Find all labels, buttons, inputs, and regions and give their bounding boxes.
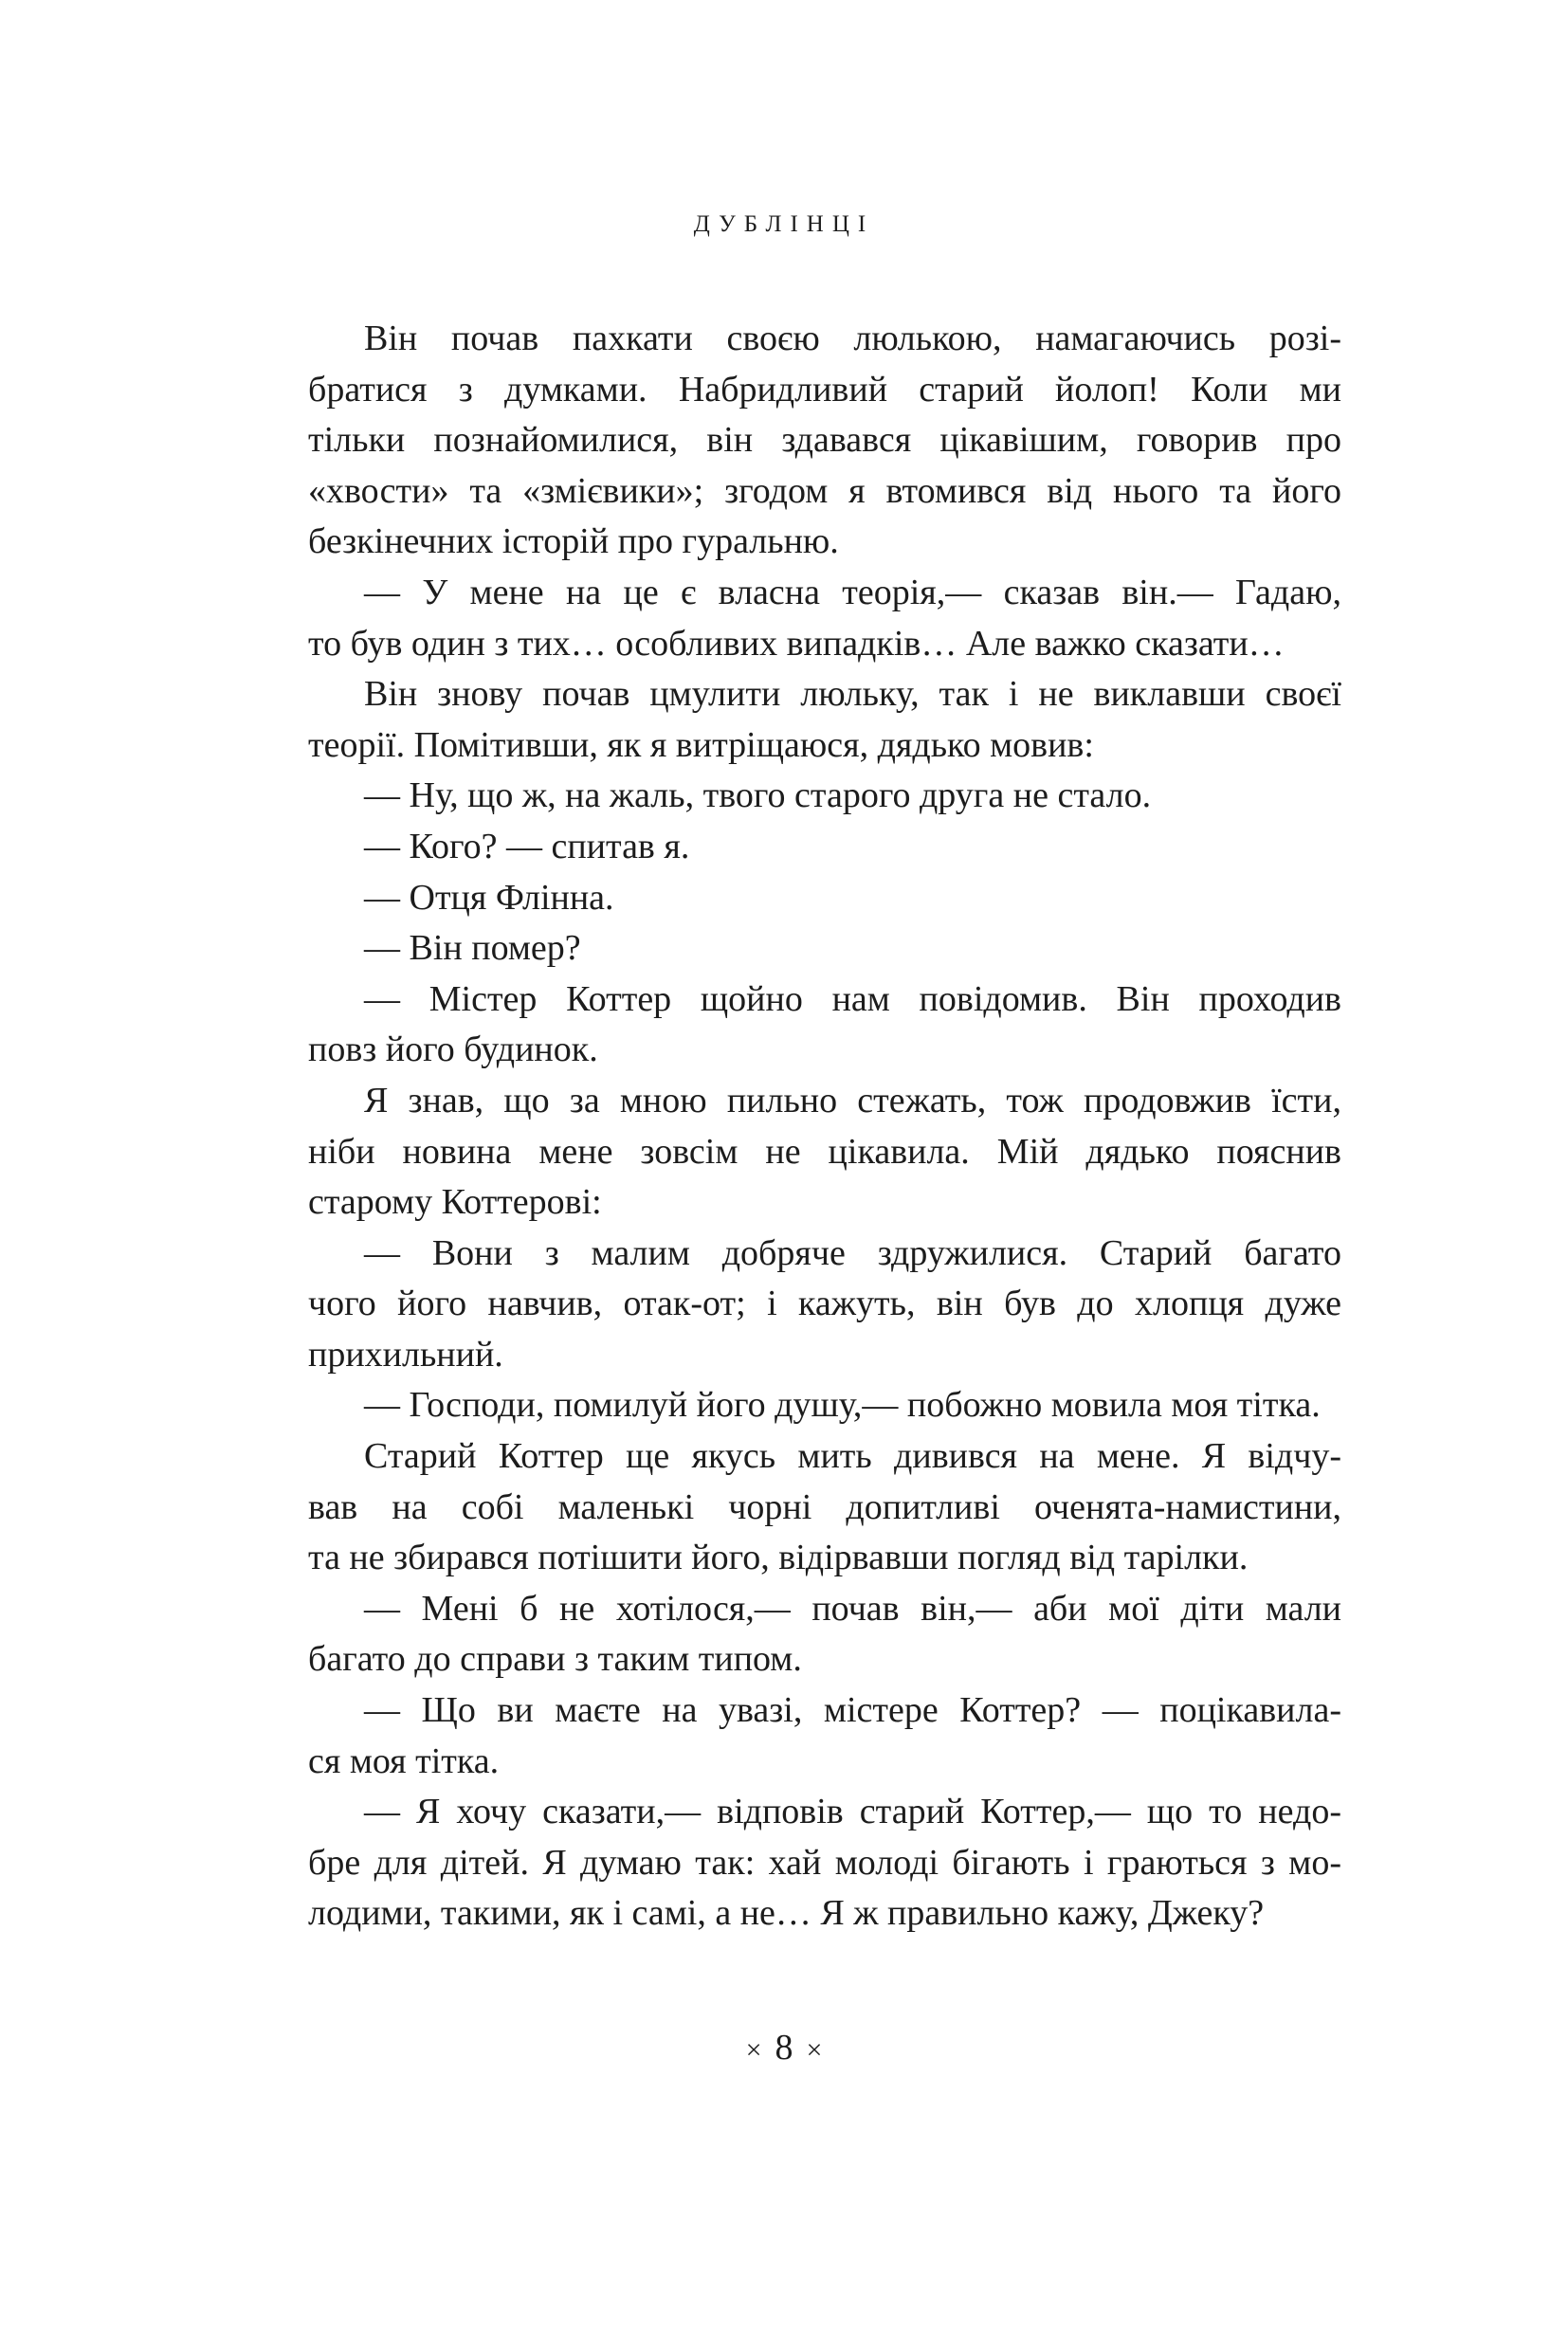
- text-line: безкінечних історій про гуральню.: [308, 521, 839, 562]
- text-line: Старий Коттер ще якусь мить дивився на мене. Я відчу-: [364, 1436, 1341, 1477]
- text-line: багато до справи з таким типом.: [308, 1639, 802, 1680]
- text-line: тільки познайомилися, він здавався цікавішим, говорив про: [308, 420, 1341, 461]
- text-line: бре для дітей. Я думаю так: хай молоді бігають і граються з мо-: [308, 1842, 1341, 1883]
- text-line: та не збирався потішити його, відірвавши погляд від тарілки.: [308, 1538, 1249, 1578]
- text-line: Він знову почав цмулити люльку, так і не виклавши своєї: [364, 674, 1341, 715]
- text-line: — Ну, що ж, на жаль, твого старого друга не стало.: [364, 775, 1152, 816]
- text-line: ся моя тітка.: [308, 1740, 500, 1781]
- text-line: теорії. Помітивши, як я витріщаюся, дядько мовив:: [308, 724, 1094, 765]
- text-line: — Господи, помилуй його душу,— побожно мовила моя тітка.: [364, 1385, 1321, 1426]
- page-number: [0, 2027, 1568, 2071]
- text-line: «хвости» та «змієвики»; згодом я втомився від нього та його: [308, 470, 1341, 511]
- text-line: — У мене на це є власна теорія,— сказав він.— Гадаю,: [364, 572, 1341, 612]
- text-line: повз його будинок.: [308, 1029, 598, 1070]
- text-line: то був один з тих… особливих випадків… Але важко сказати…: [308, 623, 1285, 664]
- text-line: ніби новина мене зовсім не цікавила. Мій дядько пояснив: [308, 1131, 1341, 1172]
- text-line: прихильний.: [308, 1334, 503, 1375]
- text-line: — Вони з малим добряче здружилися. Старий багато: [364, 1232, 1341, 1273]
- text-line: лодими, такими, як і самі, а не… Я ж правильно кажу, Джеку?: [308, 1893, 1265, 1934]
- text-line: — Він помер?: [364, 928, 581, 969]
- text-line: — Мені б не хотілося,— почав він,— аби мої діти мали: [364, 1588, 1341, 1629]
- text-line: — Містер Коттер щойно нам повідомив. Він проходив: [364, 978, 1341, 1019]
- page-number-value: 8: [775, 2028, 793, 2068]
- text-line: Він почав пахкати своєю люлькою, намагаючись розі-: [364, 319, 1341, 358]
- body-text: [308, 314, 1341, 1940]
- text-line: — Що ви маєте на увазі, містере Коттер? — поцікавила-: [364, 1690, 1341, 1731]
- text-line: — Я хочу сказати,— відповів старий Коттер,— що то недо-: [364, 1792, 1341, 1832]
- page-number-left-mark: ×: [745, 2034, 762, 2066]
- text-line: братися з думками. Набридливий старий йолоп! Коли ми: [308, 369, 1341, 410]
- text-line: чого його навчив, отак-от; і кажуть, він був до хлопця дуже: [308, 1284, 1341, 1324]
- text-line: Я знав, що за мною пильно стежать, тож продовжив їсти,: [364, 1080, 1341, 1120]
- text-line: — Отця Флінна.: [364, 877, 614, 918]
- text-line: вав на собі маленькі чорні допитливі оченята-намистини,: [308, 1486, 1341, 1527]
- running-head: ДУБЛІНЦІ: [693, 211, 875, 237]
- text-line: — Кого? — спитав я.: [364, 826, 690, 866]
- page-number-right-mark: ×: [806, 2034, 823, 2066]
- text-line: старому Коттерові:: [308, 1182, 602, 1223]
